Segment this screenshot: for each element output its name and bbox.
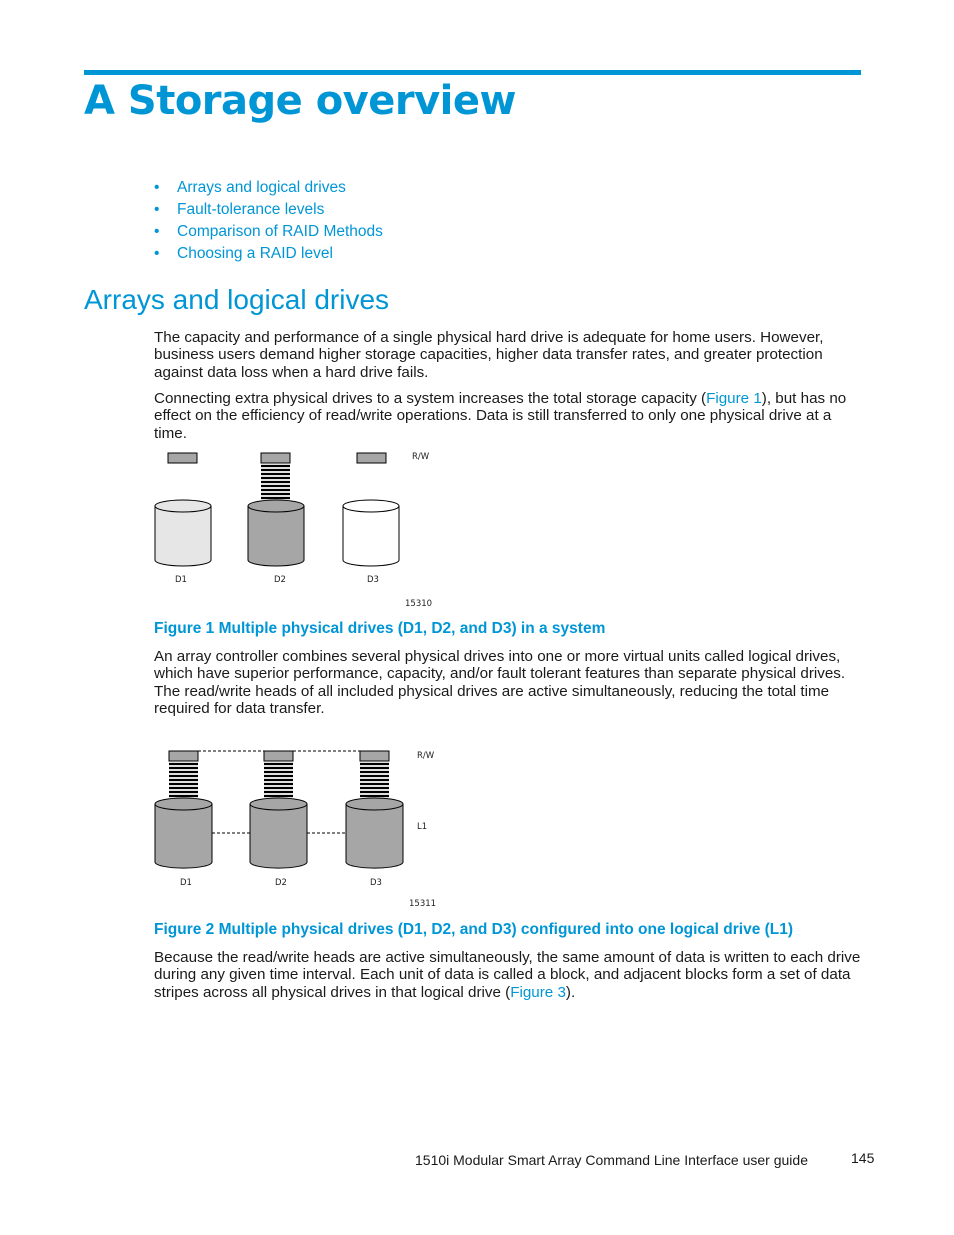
chapter-title: A Storage overview [84,78,516,124]
toc-link-choosing-raid[interactable]: Choosing a RAID level [177,245,333,262]
figure-1-diagram [150,448,450,608]
figure-3-link[interactable]: Figure 3 [510,983,566,1001]
paragraph-text: Connecting extra physical drives to a system increases the total storage capacity ( [154,390,707,407]
drive-label-d2: D2 [274,575,286,585]
toc-link-raid-comparison[interactable]: Comparison of RAID Methods [177,223,383,240]
rw-head-d2 [264,751,293,761]
figure-id: 15310 [405,599,433,609]
section-heading: Arrays and logical drives [84,284,390,315]
data-stream-d1 [169,764,198,800]
drive-d2 [248,500,304,566]
drive-label-d3: D3 [370,878,382,888]
paragraph-text: Because the read/write heads are active simultaneously, the same amount of data is written to each drive during any given time interval. Each unit of data is called a block, and adjacent blocks form a set of data stripes across all physical drives in that logical drive ( [154,949,861,1001]
rw-label: R/W [417,751,435,761]
toc-item [154,243,383,265]
footer-guide-title: 1510i Modular Smart Array Command Line Interface user guide [415,1152,808,1168]
toc-item [154,199,383,221]
drive-label-d1: D1 [180,878,192,888]
paragraph-text: ), but has no effect on the efficiency of read/write operations. Data is still transferred to only one physical drive at a time. [154,390,847,442]
paragraph-text: ). [565,983,576,1001]
data-stream-d2 [264,764,293,800]
toc-item [154,177,383,199]
logical-drive-label: L1 [417,822,428,832]
figure-id: 15311 [409,899,437,909]
rw-label: R/W [412,452,430,462]
rw-head-d3 [357,453,386,463]
bullet-icon: • [154,179,160,196]
drive-d3 [343,500,399,566]
paragraph-intro: The capacity and performance of a single physical hard drive is adequate for home users. However, business users demand higher storage capacities, higher data transfer rates, and greater protection against data loss when a hard drive fails. [154,329,824,381]
data-stream-d3 [360,764,389,800]
bullet-icon: • [154,245,160,262]
toc-item [154,221,383,243]
drive-d3 [346,798,403,868]
rw-head-d3 [360,751,389,761]
figure-2-diagram [150,748,450,913]
rw-head-d2 [261,453,290,463]
drive-label-d3: D3 [367,575,379,585]
paragraph-array-controller: An array controller combines several physical drives into one or more virtual units called logical drives, which have superior performance, capacity, and/or fault tolerant features than separate physical drives. The read/write heads of all included physical drives are active simultaneously, reducing the total time required for data transfer. [154,648,846,717]
toc-link-arrays[interactable]: Arrays and logical drives [177,179,346,196]
paragraph-striping [154,949,866,1001]
drive-d1 [155,500,211,566]
bullet-icon: • [154,223,160,240]
data-stream-d2 [261,466,290,502]
drive-label-d1: D1 [175,575,187,585]
paragraph-capacity [154,390,866,442]
drive-label-d2: D2 [275,878,287,888]
drive-d2 [250,798,307,868]
page-number: 145 [851,1150,875,1166]
figure-2-caption: Figure 2 Multiple physical drives (D1, D2, and D3) configured into one logical drive (L1) [154,921,794,938]
figure-1-link[interactable]: Figure 1 [706,390,762,407]
chapter-toc [154,177,383,265]
toc-link-fault-tolerance[interactable]: Fault-tolerance levels [177,201,325,218]
drive-d1 [155,798,212,868]
bullet-icon: • [154,201,160,218]
figure-1-caption: Figure 1 Multiple physical drives (D1, D2, and D3) in a system [154,620,606,637]
rw-head-d1 [169,751,198,761]
rw-head-d1 [168,453,197,463]
chapter-rule [84,70,861,75]
